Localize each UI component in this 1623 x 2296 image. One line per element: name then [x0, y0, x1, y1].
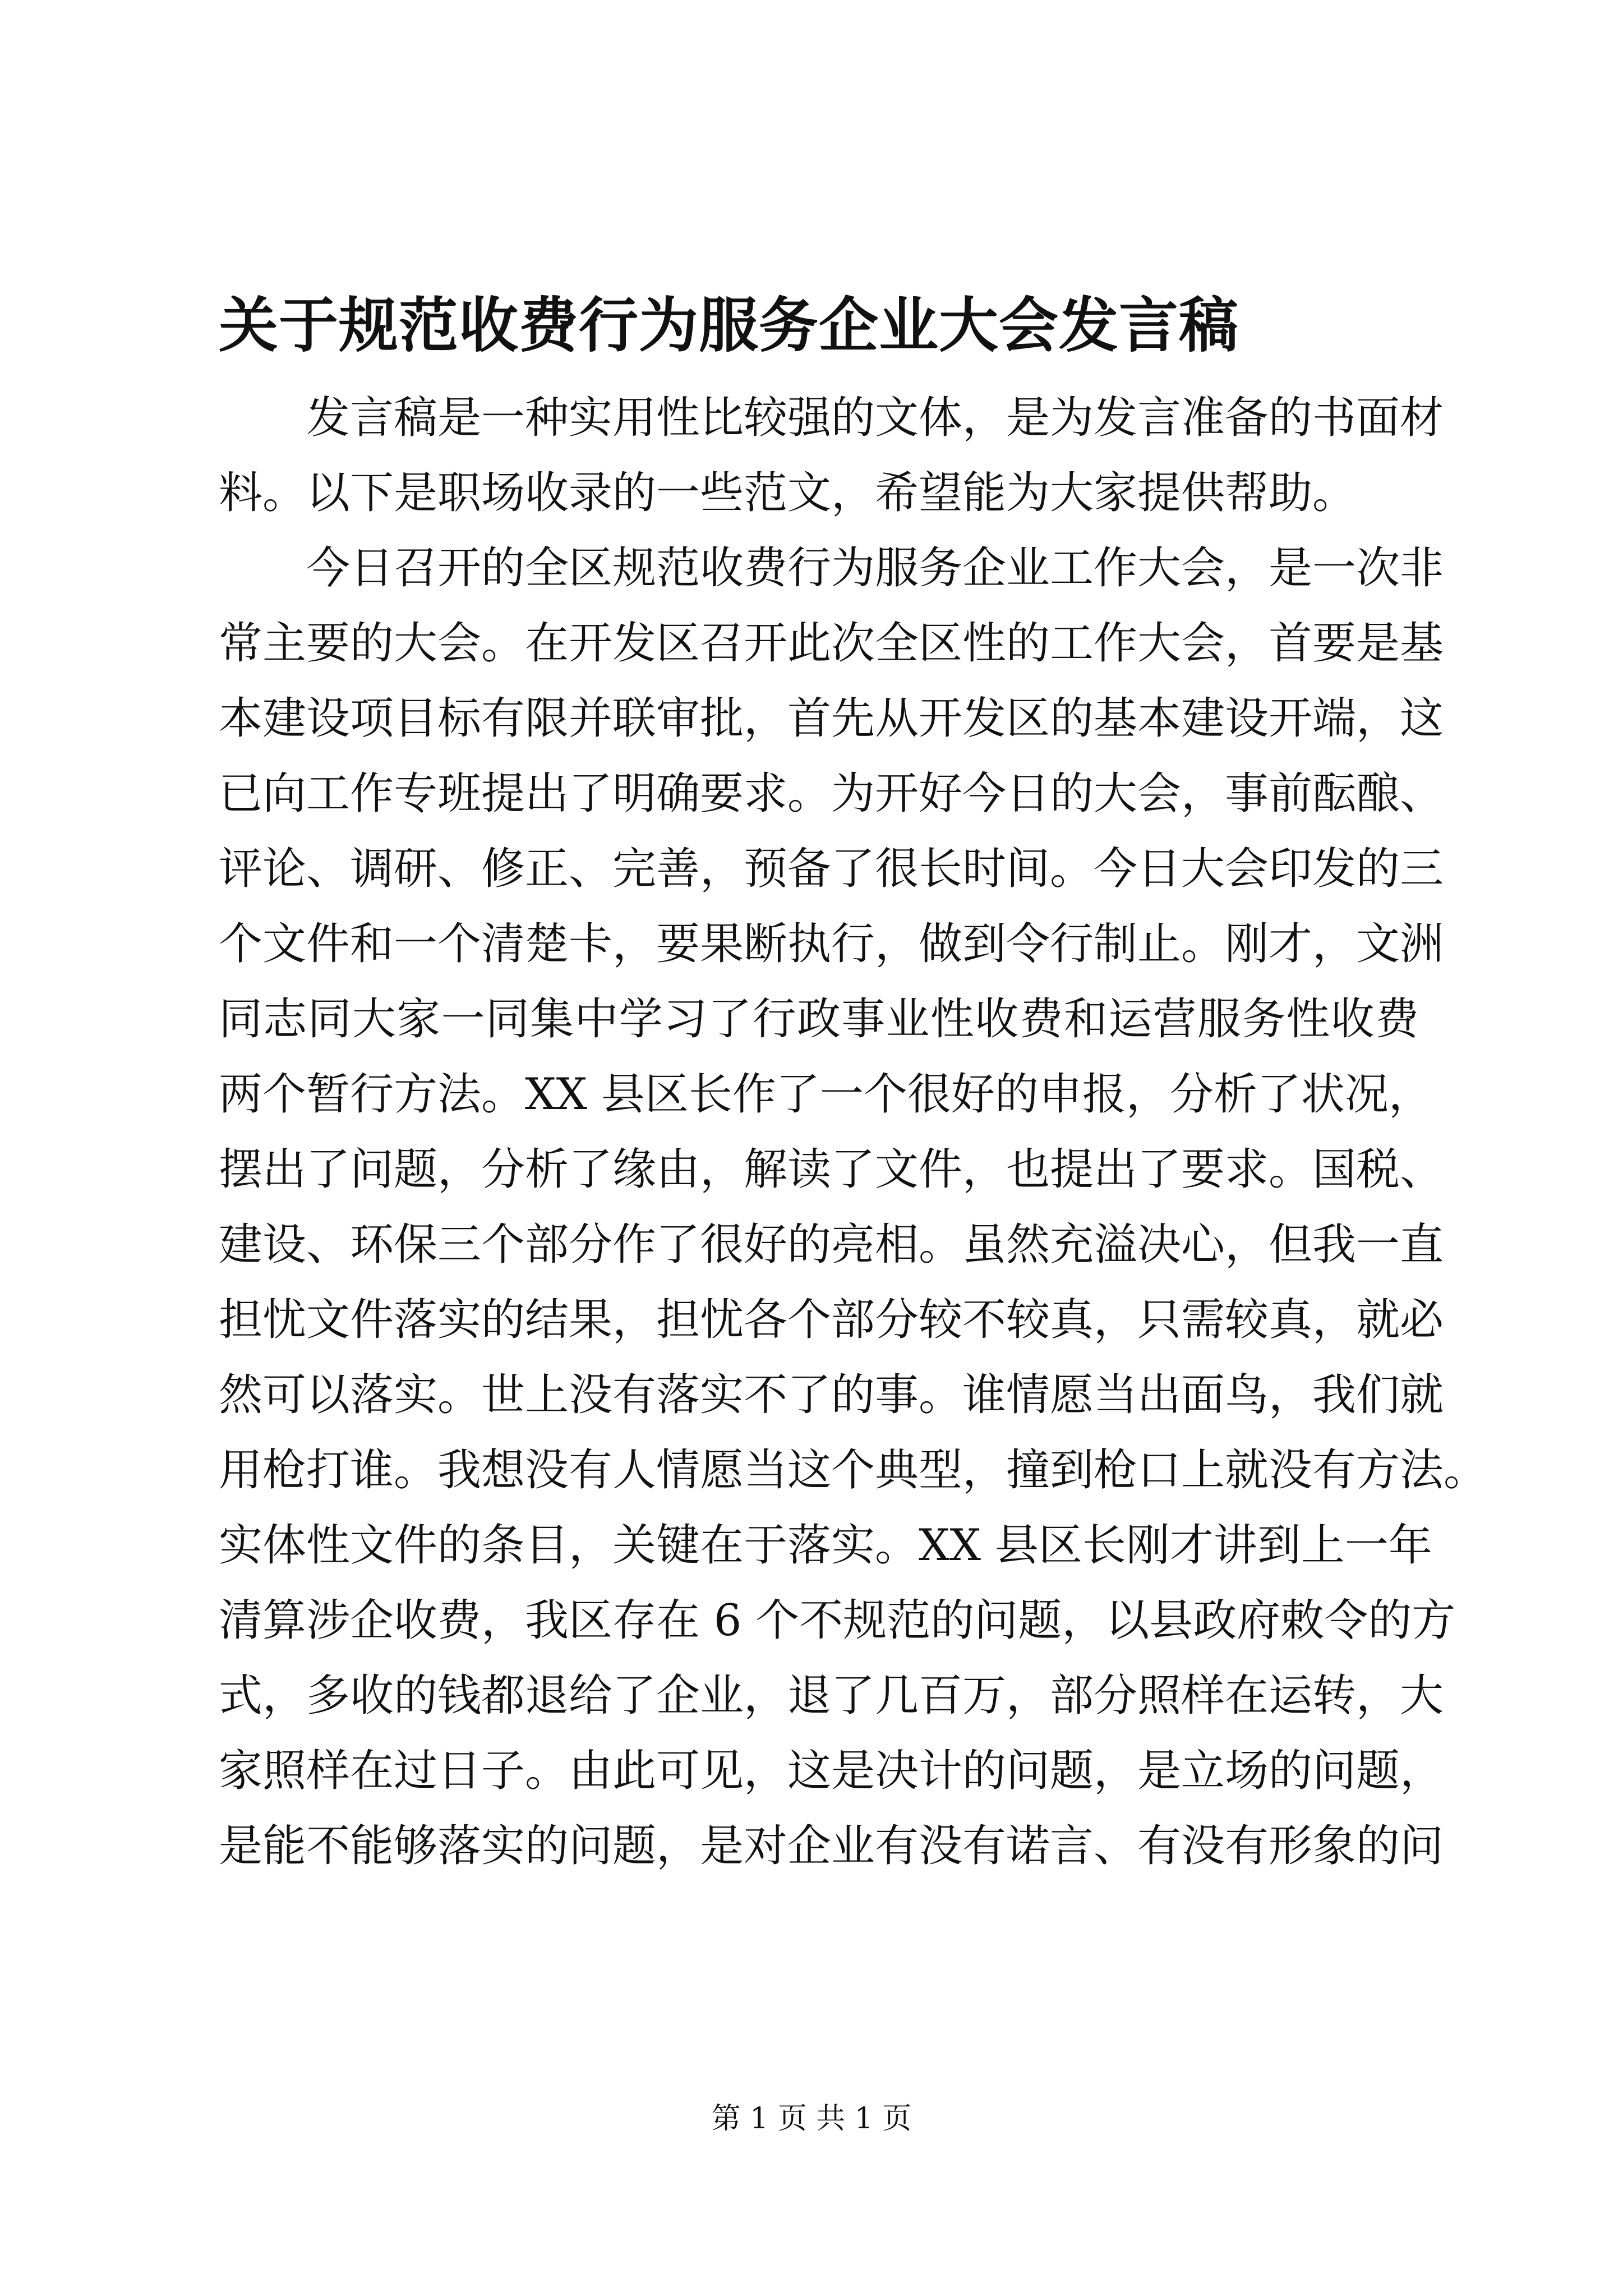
- body-line: 今日召开的全区规范收费行为服务企业工作大会，是一次非: [219, 543, 1444, 593]
- body-line: 常主要的大会。在开发区召开此次全区性的工作大会，首要是基: [219, 618, 1444, 669]
- document-title: 关于规范收费行为服务企业大会发言稿: [219, 290, 1239, 360]
- body-line: 实体性文件的条目，关键在于落实。XX 县区长刚才讲到上一年: [219, 1520, 1432, 1571]
- page-footer: 第 1 页 共 1 页: [711, 2102, 912, 2136]
- body-line: 料。以下是职场收录的一些范文，希望能为大家提供帮助。: [219, 468, 1357, 518]
- body-line: 本建设项目标有限并联审批，首先从开发区的基本建设开端，这: [219, 693, 1444, 744]
- body-line: 发言稿是一种实用性比较强的文体，是为发言准备的书面材: [219, 393, 1444, 443]
- body-line: 评论、调研、修正、完善，预备了很长时间。今日大会印发的三: [219, 844, 1444, 894]
- body-line: 个文件和一个清楚卡，要果断执行，做到令行制止。刚才，文洲: [219, 919, 1444, 969]
- body-line: 同志同大家一同集中学习了行政事业性收费和运营服务性收费: [219, 994, 1419, 1045]
- body-line: 家照样在过日子。由此可见，这是决计的问题，是立场的问题，: [219, 1746, 1444, 1796]
- body-line: 清算涉企收费，我区存在 6 个不规范的问题，以县政府敕令的方: [219, 1595, 1456, 1646]
- body-line: 用枪打谁。我想没有人情愿当这个典型，撞到枪口上就没有方法。: [219, 1445, 1488, 1496]
- body-line: 建设、环保三个部分作了很好的亮相。虽然充溢决心，但我一直: [219, 1220, 1444, 1270]
- body-line: 已向工作专班提出了明确要求。为开好今日的大会，事前酝酿、: [219, 769, 1444, 819]
- body-line: 担忧文件落实的结果，担忧各个部分较不较真，只需较真，就必: [219, 1295, 1444, 1345]
- body-line: 是能不能够落实的问题，是对企业有没有诺言、有没有形象的问: [219, 1821, 1444, 1871]
- body-line: 式，多收的钱都退给了企业，退了几百万，部分照样在运转，大: [219, 1671, 1444, 1721]
- body-line: 然可以落实。世上没有落实不了的事。谁情愿当出面鸟，我们就: [219, 1370, 1444, 1420]
- body-line: 两个暂行方法。XX 县区长作了一个很好的申报，分析了状况，: [219, 1069, 1432, 1120]
- body-line: 摆出了问题，分析了缘由，解读了文件，也提出了要求。国税、: [219, 1144, 1444, 1195]
